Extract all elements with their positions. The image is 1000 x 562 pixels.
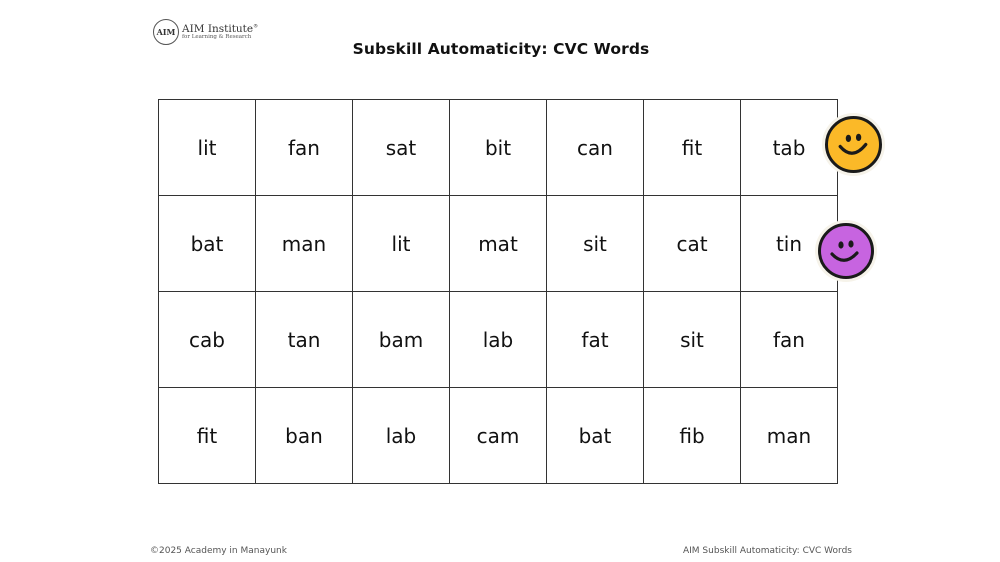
page-title: Subskill Automaticity: CVC Words [352,40,650,58]
grid-row [159,196,838,292]
word-cell: mat [450,196,547,292]
word-cell: sat [353,100,450,196]
smiley-face-glyph [828,119,879,170]
footer-copyright: ©2025 Academy in Manayunk [150,546,287,556]
word-cell: cam [450,388,547,484]
word-cell: sit [547,196,644,292]
word-cell: fit [159,388,256,484]
word-cell: man [256,196,353,292]
word-cell: cab [159,292,256,388]
word-cell: cat [644,196,741,292]
word-cell: lit [159,100,256,196]
word-cell: fan [256,100,353,196]
word-cell: lit [353,196,450,292]
word-cell: tin [741,196,838,292]
word-cell: lab [353,388,450,484]
logo-badge-icon: AIM [153,19,179,45]
word-cell: lab [450,292,547,388]
word-cell: fan [741,292,838,388]
word-grid [158,99,838,484]
word-cell: fit [644,100,741,196]
word-cell: can [547,100,644,196]
smiley-face-glyph [821,226,871,276]
word-cell: bit [450,100,547,196]
word-cell: fat [547,292,644,388]
yellow-smiley-face-icon [825,116,882,173]
word-cell: bat [547,388,644,484]
logo-subtitle: for Learning & Research [182,34,252,40]
footer-document-title: AIM Subskill Automaticity: CVC Words [683,546,852,556]
logo-text [182,24,258,41]
word-cell: man [741,388,838,484]
word-cell: bam [353,292,450,388]
grid-row [159,292,838,388]
word-cell: bat [159,196,256,292]
purple-smiley-face-icon [818,223,874,279]
word-cell: sit [644,292,741,388]
registered-mark: ® [253,23,259,29]
grid-row [159,388,838,484]
word-cell: tan [256,292,353,388]
grid-row [159,100,838,196]
word-cell: ban [256,388,353,484]
logo-name [182,24,258,35]
word-cell: tab [741,100,838,196]
word-cell: fib [644,388,741,484]
logo-name-text: AIM Institute [182,22,254,35]
